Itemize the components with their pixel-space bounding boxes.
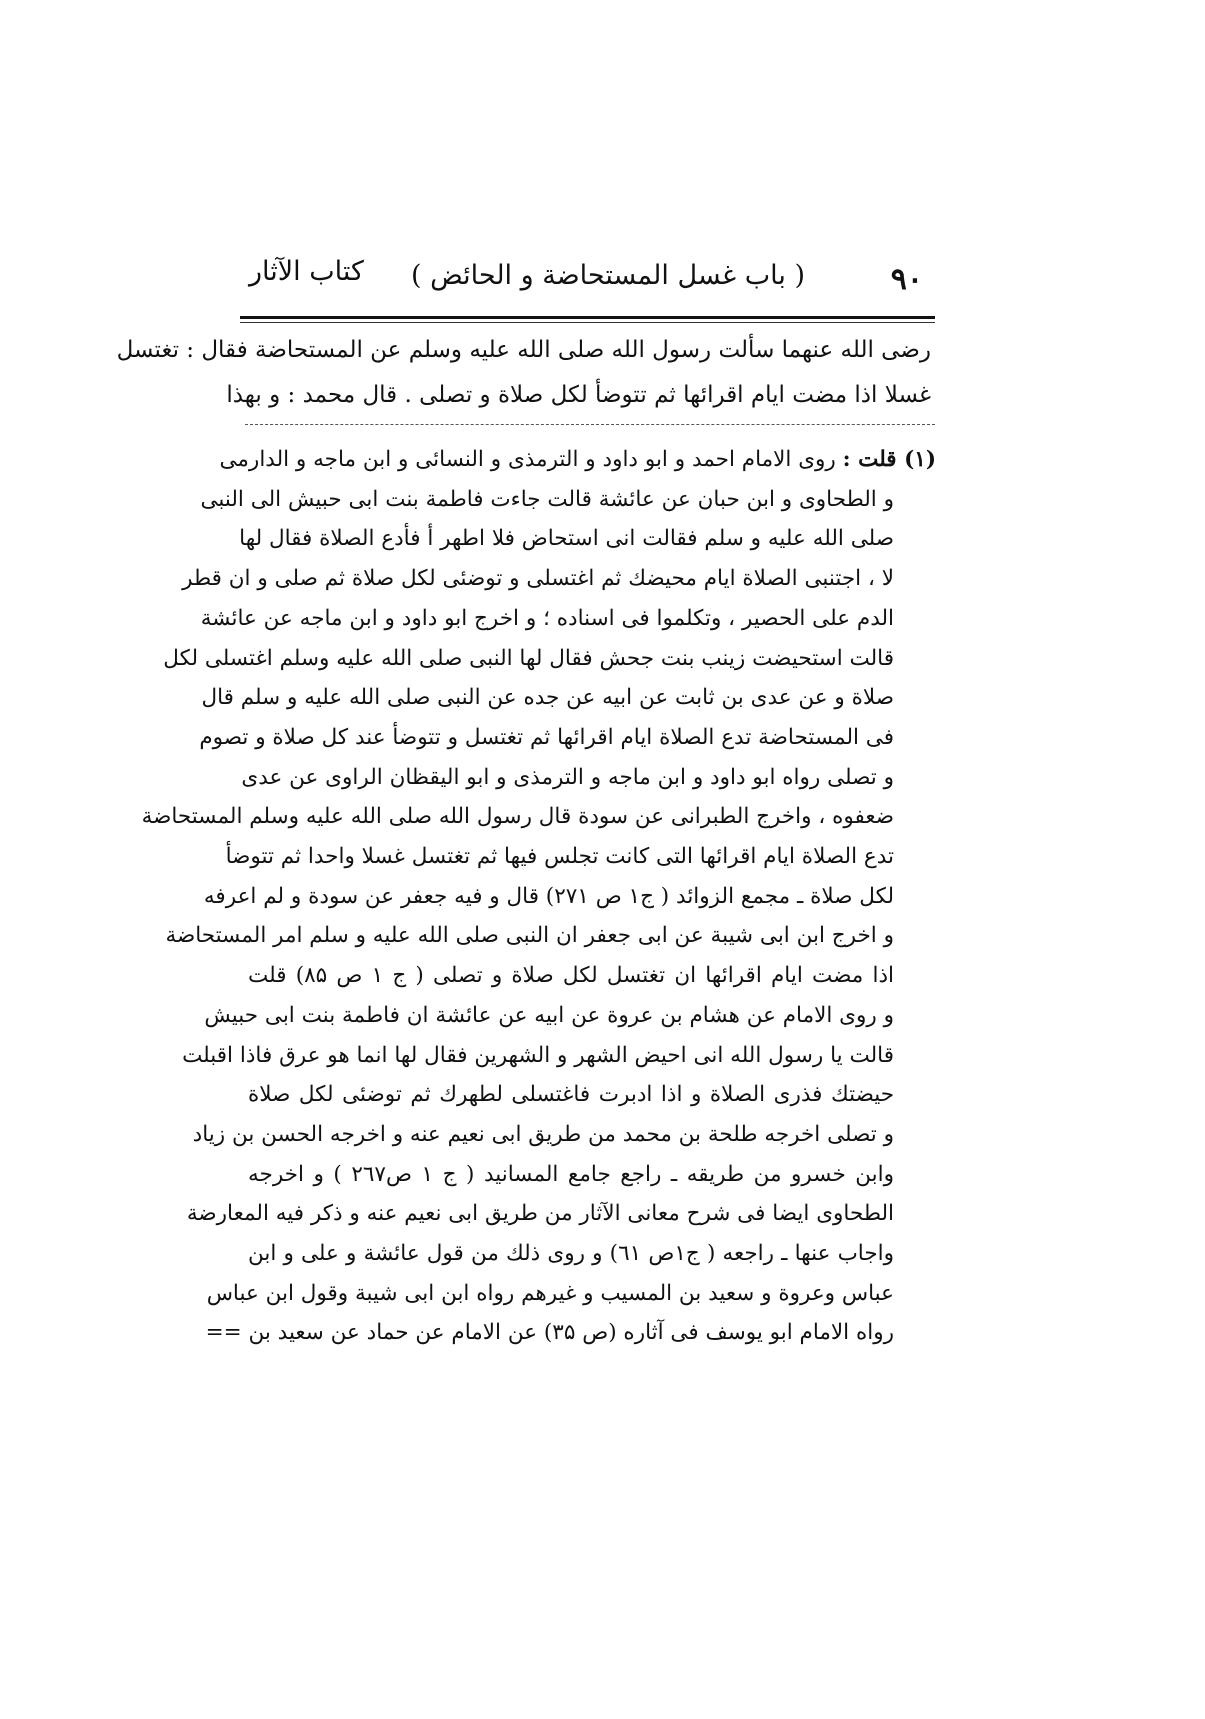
footnote-line: قالت یا رسول الله انی احیض الشهر و الشهرین فقال لها انما هو عرق فاذا اقبلت: [182, 1042, 894, 1068]
footnote-line: قالت استحیضت زینب بنت جحش فقال لها النبی صلی الله علیه وسلم اغتسلی لکل: [163, 645, 894, 671]
footnote-line: رواه الامام ابو یوسف فی آثاره (ص ۳۵) عن الامام عن حماد عن سعید بن ==: [205, 1320, 894, 1346]
footnote-line: واجاب عنها ـ راجعه ( ج۱ص ٦۱) و روی ذلك من قول عائشة و علی و ابن: [248, 1241, 895, 1267]
footnote-line: الدم علی الحصیر ، وتکلموا فی اسناده ؛ و اخرج ابو داود و ابن ماجه عن عائشة: [200, 605, 894, 631]
header-rule-thin: [240, 322, 935, 323]
footnote-marker: (۱) قلت :: [842, 447, 936, 472]
chapter-title: ( باب غسل المستحاضة و الحائض ): [410, 260, 805, 291]
footnote-divider: [245, 424, 935, 425]
footnote-line: فی المستحاضة تدع الصلاة ایام اقرائها ثم تغتسل و تتوضأ عند کل صلاة و تصوم: [199, 724, 894, 750]
footnote-line: اذا مضت ایام اقرائها ان تغتسل لکل صلاة و تصلی ( ج ۱ ص ۸۵) قلت: [248, 963, 894, 989]
main-text-line: رضی الله عنهما سألت رسول الله صلی الله علیه وسلم عن المستحاضة فقال : تغتسل: [116, 337, 931, 363]
footnote-line: و تصلی رواه ابو داود و ابن ماجه و الترمذی و ابو الیقظان الراوی عن عدی: [241, 764, 894, 790]
book-title: کتاب الآثار: [249, 256, 364, 287]
footnote-line: وابن خسرو من طریقه ـ راجع جامع المسانید ( ج ۱ ص۲٦۷ ) و اخرجه: [248, 1161, 895, 1187]
footnote-line: صلاة و عن عدی بن ثابت عن ابیه عن جده عن النبی صلی الله علیه و سلم قال: [201, 685, 894, 711]
footnote-line: [219, 440, 936, 480]
footnote-line: الطحاوی ایضا فی شرح معانی الآثار من طریق ابی نعیم عنه و ذکر فیه المعارضة: [186, 1201, 894, 1227]
footnote: [141, 440, 936, 1353]
footnote-line: لکل صلاة ـ مجمع الزوائد ( ج۱ ص ۲۷۱) قال و فیه جعفر عن سودة و لم اعرفه: [203, 883, 894, 909]
header-rule-thick: [240, 316, 935, 319]
footnote-line-text: روی الامام احمد و ابو داود و الترمذی و النسائی و ابن ماجه و الدارمی: [219, 447, 836, 472]
footnote-line: و تصلی اخرجه طلحة بن محمد من طریق ابی نعیم عنه و اخرجه الحسن بن زیاد: [192, 1121, 894, 1147]
page-number: ۹۰: [890, 262, 923, 297]
footnote-line: حیضتك فذری الصلاة و اذا ادبرت فاغتسلی لطهرك ثم توضئی لکل صلاة: [248, 1082, 894, 1108]
footnote-line: صلی الله علیه و سلم فقالت انی استحاض فلا اطهر أ فأدع الصلاة فقال لها: [239, 526, 894, 552]
footnote-line: ضعفوه ، واخرج الطبرانی عن سودة قال رسول الله صلی الله علیه وسلم المستحاضة: [141, 804, 894, 830]
page-header: [245, 256, 935, 312]
main-text-line: غسلا اذا مضت ایام اقرائها ثم تتوضأ لکل صلاة و تصلی . قال محمد : و بهذا: [226, 382, 931, 408]
footnote-line: و روی الامام عن هشام بن عروة عن ابیه عن عائشة ان فاطمة بنت ابی حبیش: [204, 1002, 894, 1028]
footnote-line: تدع الصلاة ایام اقرائها التی کانت تجلس فیها ثم تغتسل غسلا واحدا ثم تتوضأ: [225, 844, 894, 870]
footnote-line: و الطحاوی و ابن حبان عن عائشة قالت جاءت فاطمة بنت ابی حبیش الی النبی: [200, 486, 894, 512]
footnote-line: عباس وعروة و سعید بن المسیب و غیرهم رواه ابن ابی شیبة وقول ابن عباس: [206, 1280, 894, 1306]
footnote-line: لا ، اجتنبی الصلاة ایام محیضك ثم اغتسلی و توضئی لکل صلاة ثم صلی و ان قطر: [182, 566, 894, 592]
main-text: [116, 328, 931, 418]
footnote-line: و اخرج ابن ابی شیبة عن ابی جعفر ان النبی صلی الله علیه و سلم امر المستحاضة: [165, 923, 894, 949]
